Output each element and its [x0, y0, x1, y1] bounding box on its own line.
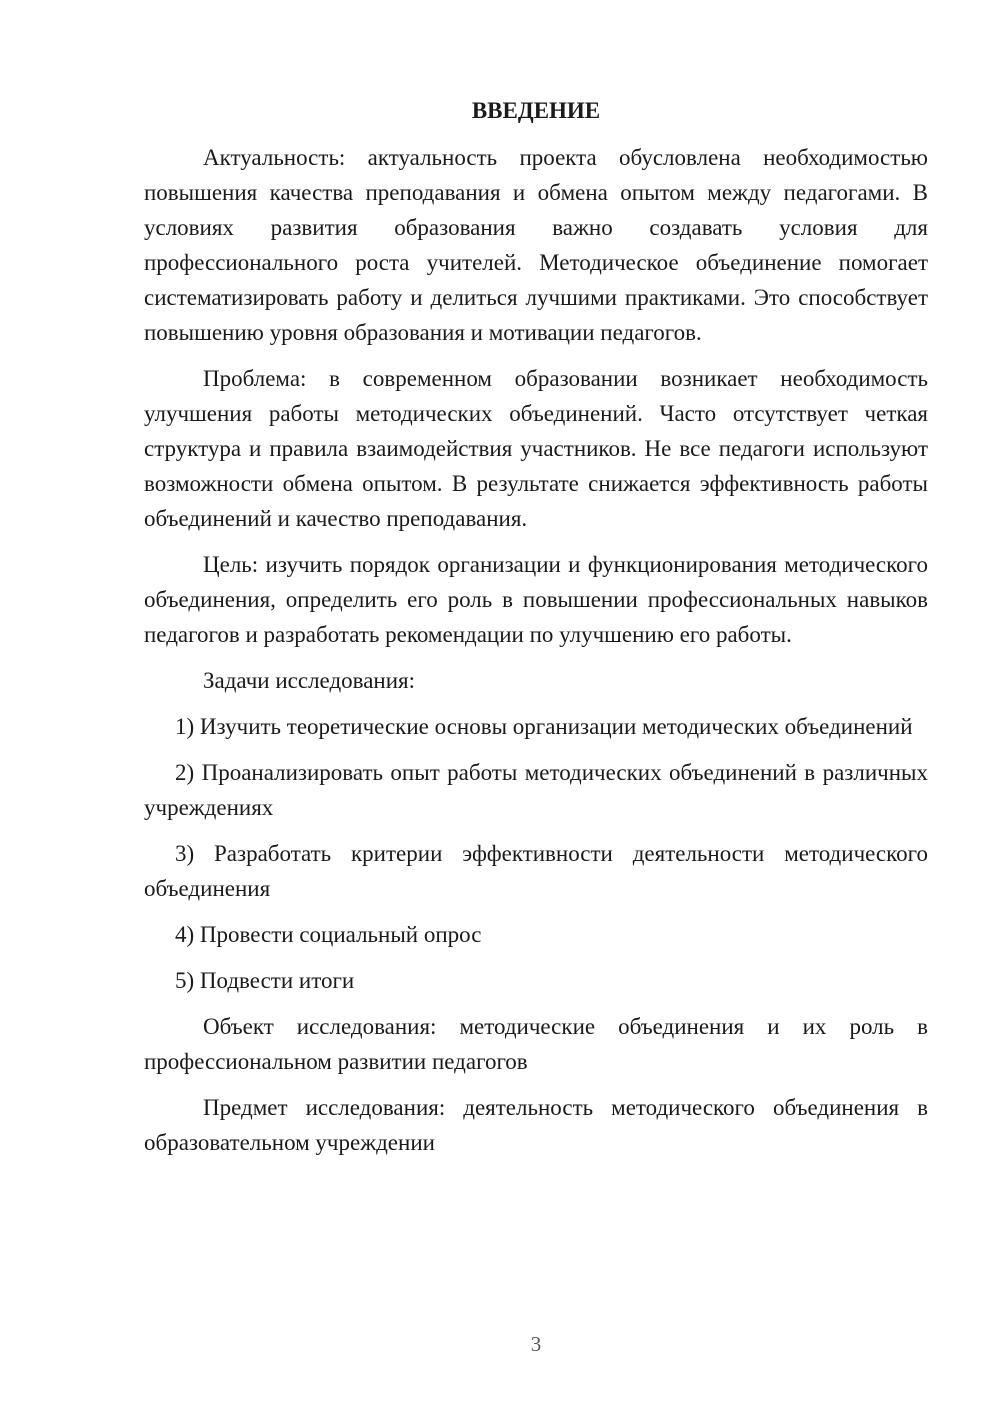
task-item: 1) Изучить теоретические основы организации методических объединений — [175, 714, 913, 739]
spacer — [144, 952, 928, 963]
subject-paragraph: Предмет исследования: деятельность методического объединения в образовательном учреждении — [144, 1095, 928, 1155]
task-item: 4) Провести социальный опрос — [175, 922, 482, 947]
spacer — [144, 652, 928, 663]
spacer — [144, 906, 928, 917]
relevance-paragraph: Актуальность: актуальность проекта обусловлена необходимостью повышения качества преподавания и обмена опытом между педагогами. В условиях развития образования важно создавать условия для профессионального роста учителей. Методическое объединение помогает систематизировать работу и делиться лучшими практиками. Это способствует повышению уровня образования и мотивации педагогов. — [144, 145, 928, 345]
section-title: ВВЕДЕНИЕ — [471, 98, 601, 123]
page-number: 3 — [530, 1332, 542, 1356]
task-item: 3) Разработать критерии эффективности деятельности методического объединения — [144, 841, 928, 901]
spacer — [144, 1079, 928, 1090]
spacer — [144, 128, 928, 140]
spacer — [144, 350, 928, 361]
tasks-heading: Задачи исследования: — [203, 668, 416, 693]
goal-paragraph: Цель: изучить порядок организации и функционирования методического объединения, определить его роль в повышении профессиональных навыков педагогов и разработать рекомендации по улучшению его работы. — [144, 552, 928, 647]
document-page — [144, 93, 928, 1160]
spacer — [144, 825, 928, 836]
object-paragraph: Объект исследования: методические объединения и их роль в профессиональном развитии педагогов — [144, 1014, 928, 1074]
spacer — [144, 998, 928, 1009]
spacer — [144, 698, 928, 709]
problem-paragraph: Проблема: в современном образовании возникает необходимость улучшения работы методических объединений. Часто отсутствует четкая структура и правила взаимодействия участников. Не все педагоги используют возможности обмена опытом. В результате снижается эффективность работы объединений и качество преподавания. — [144, 366, 928, 531]
task-item: 5) Подвести итоги — [175, 968, 355, 993]
spacer — [144, 536, 928, 547]
spacer — [144, 744, 928, 755]
task-item: 2) Проанализировать опыт работы методических объединений в различных учреждениях — [144, 760, 928, 820]
